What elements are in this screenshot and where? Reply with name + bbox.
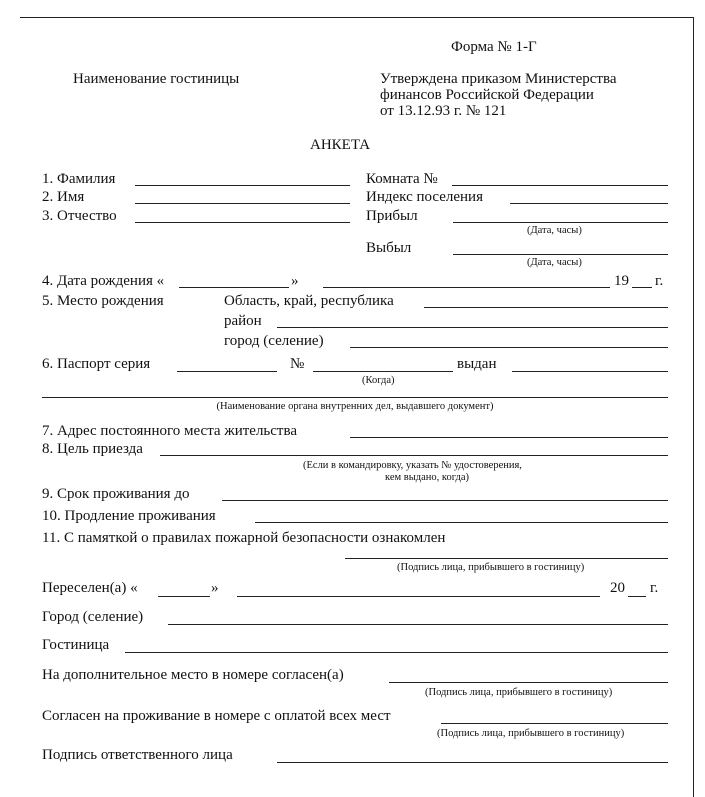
room-label: Комната № (366, 171, 438, 187)
approval-line-1: Утверждена приказом Министерства (380, 71, 617, 87)
index-line[interactable] (510, 203, 668, 204)
moved-close: » (211, 580, 219, 596)
form-title: АНКЕТА (310, 137, 371, 153)
purpose-hint-2: кем выдано, когда) (385, 472, 470, 483)
purpose-line[interactable] (160, 455, 668, 456)
passport-number-label: № (290, 356, 305, 372)
birth-date-close: » (291, 273, 299, 289)
moved-year-line[interactable] (628, 596, 646, 597)
responsible-signature-line[interactable] (277, 762, 668, 763)
relocation-city-line[interactable] (168, 624, 668, 625)
moved-century: 20 (610, 580, 625, 596)
full-pay-label: Согласен на проживание в номере с оплатой всех мест (42, 708, 391, 724)
index-label: Индекс поселения (366, 189, 483, 205)
purpose-label: 8. Цель приезда (42, 441, 143, 457)
region-label: Область, край, республика (224, 293, 394, 309)
patronymic-line[interactable] (135, 222, 350, 223)
moved-label: Переселен(а) « (42, 580, 138, 596)
issued-line[interactable] (512, 371, 668, 372)
birth-year-line[interactable] (632, 287, 652, 288)
extra-bed-signature-hint: (Подпись лица, прибывшего в гостиницу) (425, 687, 613, 698)
form-number: Форма № 1-Г (451, 39, 537, 55)
birth-month-line[interactable] (323, 287, 610, 288)
purpose-hint-1: (Если в командировку, указать № удостоверения, (303, 460, 522, 471)
passport-series-label: 6. Паспорт серия (42, 356, 151, 372)
birth-year-abbr: г. (655, 273, 664, 289)
fire-safety-label: 11. С памяткой о правилах пожарной безопасности ознакомлен (42, 530, 446, 546)
extra-bed-signature-line[interactable] (389, 682, 668, 683)
hotel-name-label: Наименование гостиницы (73, 71, 240, 87)
extension-line[interactable] (255, 522, 668, 523)
address-label: 7. Адрес постоянного места жительства (42, 423, 298, 439)
arrived-hint: (Дата, часы) (527, 225, 582, 236)
stay-until-line[interactable] (222, 500, 668, 501)
relocation-city-label: Город (селение) (42, 609, 144, 625)
departed-hint: (Дата, часы) (527, 257, 582, 268)
relocation-hotel-line[interactable] (125, 652, 668, 653)
arrived-line[interactable] (453, 222, 668, 223)
issued-label: выдан (457, 356, 497, 372)
departed-label: Выбыл (366, 240, 412, 256)
surname-label: 1. Фамилия (42, 171, 116, 187)
moved-year-abbr: г. (650, 580, 659, 596)
approval-line-3: от 13.12.93 г. № 121 (380, 103, 507, 119)
stay-until-label: 9. Срок проживания до (42, 486, 190, 502)
moved-month-line[interactable] (237, 596, 600, 597)
room-line[interactable] (452, 185, 668, 186)
authority-line[interactable] (42, 397, 668, 398)
arrived-label: Прибыл (366, 208, 418, 224)
passport-number-line[interactable] (313, 371, 453, 372)
city-label: город (селение) (224, 333, 324, 349)
extra-bed-label: На дополнительное место в номере согласен(а) (42, 667, 344, 683)
fire-safety-signature-line[interactable] (345, 558, 668, 559)
form-border-right (693, 17, 694, 797)
authority-hint: (Наименование органа внутренних дел, выдавшего документ) (216, 401, 494, 412)
birth-day-line[interactable] (179, 287, 289, 288)
district-label: район (224, 313, 262, 329)
relocation-hotel-label: Гостиница (42, 637, 110, 653)
name-label: 2. Имя (42, 189, 85, 205)
departed-line[interactable] (453, 254, 668, 255)
address-line[interactable] (350, 437, 668, 438)
fire-safety-signature-hint: (Подпись лица, прибывшего в гостиницу) (397, 562, 585, 573)
responsible-label: Подпись ответственного лица (42, 747, 233, 763)
full-pay-signature-line[interactable] (441, 723, 668, 724)
district-line[interactable] (277, 327, 668, 328)
full-pay-signature-hint: (Подпись лица, прибывшего в гостиницу) (437, 728, 625, 739)
moved-day-line[interactable] (158, 596, 210, 597)
city-line[interactable] (350, 347, 668, 348)
birth-century: 19 (614, 273, 629, 289)
form-border-top (20, 17, 693, 18)
birth-place-label: 5. Место рождения (42, 293, 164, 309)
birth-date-label: 4. Дата рождения « (42, 273, 165, 289)
patronymic-label: 3. Отчество (42, 208, 117, 224)
when-hint: (Когда) (362, 375, 395, 386)
surname-line[interactable] (135, 185, 350, 186)
region-line[interactable] (424, 307, 668, 308)
name-line[interactable] (135, 203, 350, 204)
approval-line-2: финансов Российской Федерации (380, 87, 594, 103)
extension-label: 10. Продление проживания (42, 508, 216, 524)
passport-series-line[interactable] (177, 371, 277, 372)
